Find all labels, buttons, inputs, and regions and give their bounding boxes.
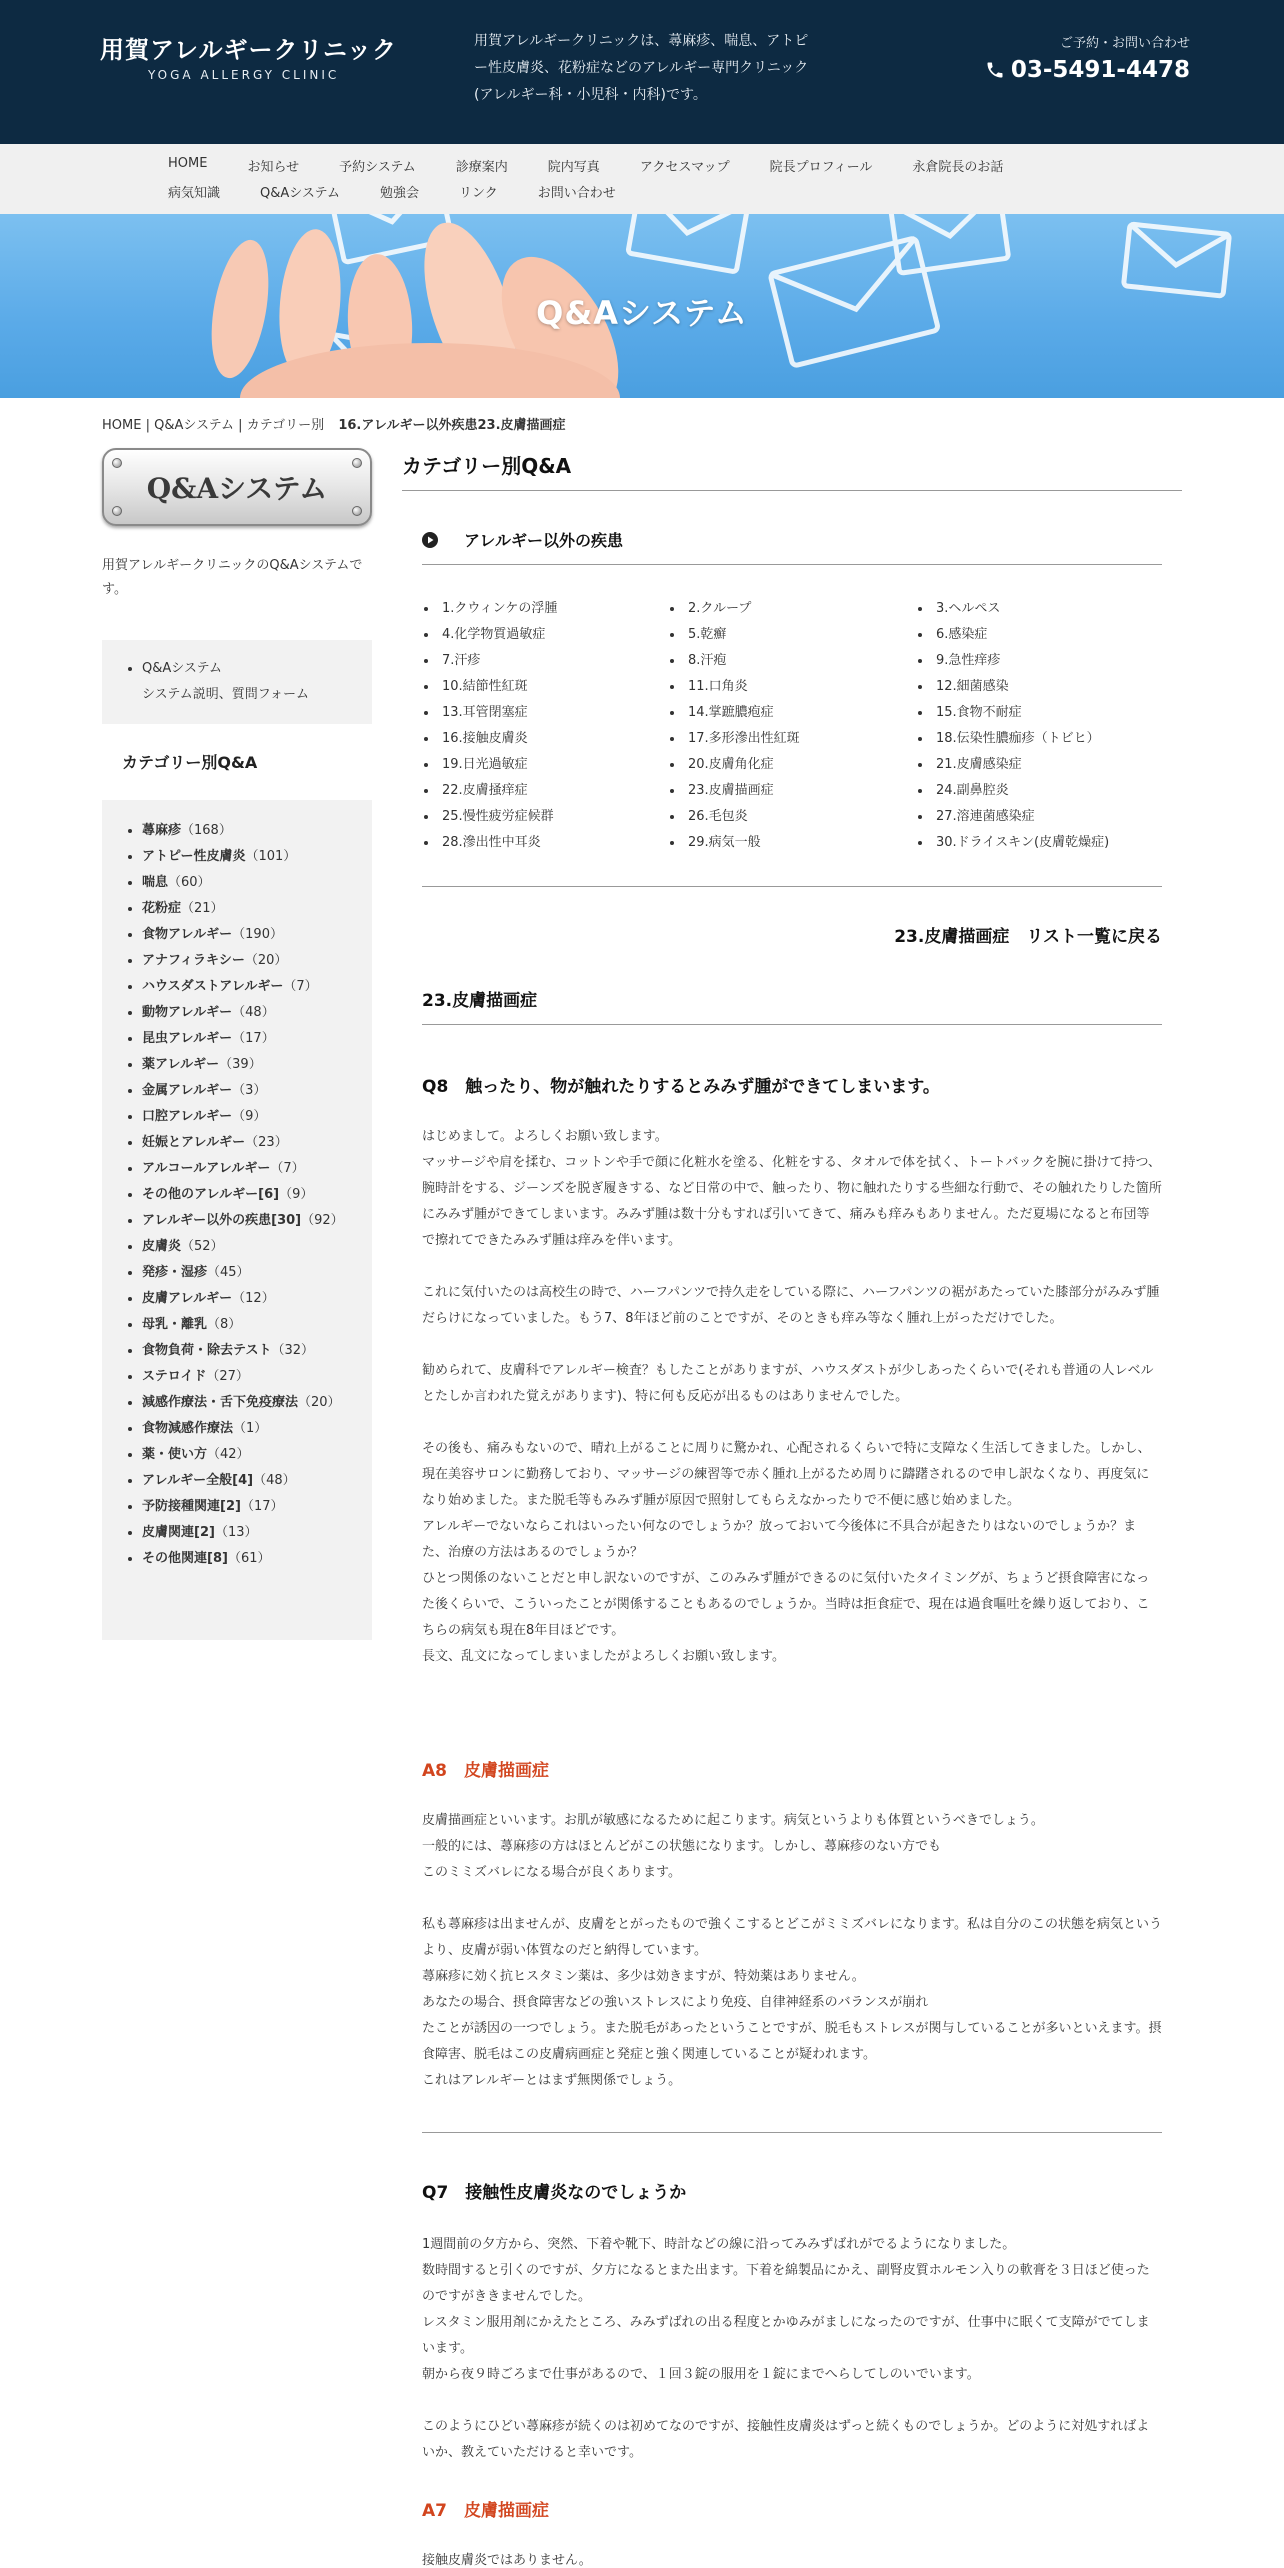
subcategory-link[interactable]: • 20.皮膚角化症 bbox=[668, 752, 916, 778]
hero-title: Q&Aシステム bbox=[536, 294, 748, 332]
category-name: 蕁麻疹 bbox=[142, 823, 182, 838]
category-name: 口腔アレルギー bbox=[142, 1109, 233, 1124]
subcategory-list bbox=[422, 596, 1162, 856]
category-count: （190） bbox=[232, 927, 283, 942]
subcategory-link[interactable]: • 10.結節性紅斑 bbox=[422, 674, 668, 700]
answer-text: 蕁麻疹に効く抗ヒスタミン薬は、多少は効きますが、特効薬はありません。 bbox=[422, 1969, 865, 1984]
section-heading bbox=[422, 528, 623, 551]
sidebar-category-item[interactable] bbox=[142, 818, 358, 844]
answer-text: 接触皮膚炎ではありません。 bbox=[422, 2553, 592, 2568]
subcategory-link[interactable]: • 29.病気一般 bbox=[668, 830, 916, 856]
category-name: アルコールアレルギー bbox=[142, 1161, 271, 1176]
nav-disease-knowledge[interactable]: 病気知識 bbox=[168, 186, 221, 201]
envelope-icon bbox=[1124, 224, 1230, 296]
nav-study-group[interactable]: 勉強会 bbox=[379, 186, 419, 201]
subcategory-link[interactable]: • 27.溶連菌感染症 bbox=[916, 804, 1162, 830]
answer-text: このミミズバレになる場合が良くあります。 bbox=[422, 1865, 681, 1880]
category-name: 昆虫アレルギー bbox=[142, 1031, 233, 1046]
breadcrumb-path[interactable]: HOME | Q&Aシステム | カテゴリー別 bbox=[102, 418, 325, 433]
category-name: 皮膚関連[2] bbox=[142, 1525, 215, 1540]
sidebar-category-item[interactable] bbox=[142, 1468, 358, 1494]
sidebar-category-item[interactable] bbox=[142, 1338, 358, 1364]
nav-director-talk[interactable]: 永倉院長のお話 bbox=[912, 160, 1004, 175]
subcategory-link[interactable]: • 26.毛包炎 bbox=[668, 804, 916, 830]
subcategory-link[interactable]: • 6.感染症 bbox=[916, 622, 1162, 648]
subcategory-link[interactable]: • 3.ヘルペス bbox=[916, 596, 1162, 622]
category-count: （9） bbox=[279, 1187, 314, 1202]
sidebar-category-item[interactable] bbox=[142, 1286, 358, 1312]
sidebar-category-item[interactable] bbox=[142, 1026, 358, 1052]
subcategory-link[interactable]: • 1.クウィンケの浮腫 bbox=[422, 596, 668, 622]
subcategory-link[interactable]: • 15.食物不耐症 bbox=[916, 700, 1162, 726]
question-text: マッサージや肩を揉む、コットンや手で顔に化粧水を塗る、化粧をする、タオルで体を拭く、トートバックを腕に掛けて持つ、腕時計をする、ジーンズを脱ぎ履きする、など日常の中で、触ったり、物に触れたりする些細な行動で、その触れたりした箇所にみみず腫ができてしまいます。みみず腫は数十分もすれば引いてきて、痛みも痒みもありません。ただ夏場になると布団等で擦れてできたみみず腫は痒みを伴います。 bbox=[422, 1155, 1162, 1248]
sidebar-category-item[interactable] bbox=[142, 1104, 358, 1130]
sidebar-category-item[interactable] bbox=[142, 1260, 358, 1286]
category-count: （42） bbox=[207, 1447, 250, 1462]
category-count: （3） bbox=[232, 1083, 267, 1098]
main-nav bbox=[0, 144, 1284, 214]
breadcrumb bbox=[102, 414, 566, 433]
category-name: その他関連[8] bbox=[142, 1551, 228, 1566]
nav-access-map[interactable]: アクセスマップ bbox=[639, 160, 730, 175]
divider bbox=[422, 2132, 1162, 2133]
subcategory-link[interactable]: • 28.滲出性中耳炎 bbox=[422, 830, 668, 856]
hero-banner bbox=[0, 214, 1284, 398]
subcategory-link[interactable]: • 4.化学物質過敏症 bbox=[422, 622, 668, 648]
sidebar-category-item[interactable] bbox=[142, 1000, 358, 1026]
subcategory-link[interactable]: • 12.細菌感染 bbox=[916, 674, 1162, 700]
answer-text: 一般的には、蕁麻疹の方はほとんどがこの状態になります。しかし、蕁麻疹のない方でも bbox=[422, 1839, 941, 1854]
sidebar-category-item[interactable] bbox=[142, 1364, 358, 1390]
category-name: 薬・使い方 bbox=[142, 1447, 208, 1462]
category-name: ハウスダストアレルギー bbox=[142, 979, 284, 994]
sidebar-category-title: カテゴリー別Q&A bbox=[122, 753, 258, 772]
category-count: （21） bbox=[181, 901, 224, 916]
category-count: （48） bbox=[253, 1473, 296, 1488]
category-count: （27） bbox=[206, 1369, 249, 1384]
subcategory-link[interactable]: • 24.副鼻腔炎 bbox=[916, 778, 1162, 804]
answer-title: A8 皮膚描画症 bbox=[422, 1761, 549, 1781]
category-count: （39） bbox=[219, 1057, 262, 1072]
category-name: 皮膚アレルギー bbox=[142, 1291, 233, 1306]
header-description: 用賀アレルギークリニックは、蕁麻疹、喘息、アトピー性皮膚炎、花粉症などのアレルギー専門クリニック(アレルギー科・小児科・内科)です。 bbox=[474, 33, 809, 103]
category-name: その他のアレルギー[6] bbox=[142, 1187, 280, 1202]
category-name: 金属アレルギー bbox=[142, 1083, 233, 1098]
question-text: 数時間すると引くのですが、夕方になるとまた出ます。下着を綿製品にかえ、副腎皮質ホルモン入りの軟膏を３日ほど使ったのですがききませんでした。 bbox=[422, 2263, 1150, 2304]
nav-clinic-photos[interactable]: 院内写真 bbox=[547, 160, 600, 175]
category-count: （61） bbox=[227, 1551, 271, 1566]
sidebar-qa-box bbox=[102, 640, 372, 724]
qa-system-banner[interactable] bbox=[102, 448, 372, 526]
question-body bbox=[422, 1124, 1162, 1670]
category-name: アレルギー以外の疾患[30] bbox=[142, 1213, 302, 1228]
screw-icon bbox=[112, 506, 122, 516]
screw-icon bbox=[352, 506, 362, 516]
category-name: 皮膚炎 bbox=[142, 1239, 182, 1254]
subcategory-link[interactable]: • 16.接触皮膚炎 bbox=[422, 726, 668, 752]
divider bbox=[422, 564, 1162, 565]
sidebar-category-item[interactable] bbox=[142, 922, 358, 948]
subcategory-link[interactable]: • 17.多形滲出性紅斑 bbox=[668, 726, 916, 752]
category-name: 妊娠とアレルギー bbox=[142, 1135, 246, 1150]
sidebar-category-item[interactable] bbox=[142, 1208, 358, 1234]
sidebar-qa-link-label: Q&Aシステム bbox=[142, 661, 222, 676]
sidebar-category-item[interactable] bbox=[142, 1312, 358, 1338]
nav-news[interactable]: お知らせ bbox=[247, 160, 300, 175]
category-count: （32） bbox=[271, 1343, 315, 1358]
contact-label: ご予約・お問い合わせ bbox=[1059, 36, 1190, 51]
sidebar-category-item[interactable] bbox=[142, 844, 358, 870]
subcategory-link[interactable]: • 11.口角炎 bbox=[668, 674, 916, 700]
sidebar-category-item[interactable] bbox=[142, 974, 358, 1000]
screw-icon bbox=[352, 458, 362, 468]
sidebar-category-item[interactable] bbox=[142, 1520, 358, 1546]
current-category-title: 23.皮膚描画症 bbox=[422, 991, 538, 1011]
question-text: 勧められて、皮膚科でアレルギー検査？もしたことがありますが、ハウスダストが少しあったくらいで(それも普通の人レベルとたしか言われた覚えがあります)、特に何も反応が出るものはありませんでした。 bbox=[422, 1363, 1154, 1404]
answer-text: たことが誘因の一つでしょう。また脱毛があったということですが、脱毛もストレスが関与していることが多いといえます。摂食障害、脱毛はこの皮膚病画症と発症と強く関連していることが疑われます。 bbox=[422, 2021, 1162, 2062]
answer-body bbox=[422, 2548, 1162, 2568]
answer-text: あなたの場合、摂食障害などの強いストレスにより免疫、自律神経系のバランスが崩れ bbox=[422, 1995, 929, 2010]
category-name: 予防接種関連[2] bbox=[142, 1499, 241, 1514]
sidebar-category-item[interactable] bbox=[142, 1442, 358, 1468]
logo-japanese: 用賀アレルギークリニック bbox=[100, 36, 397, 64]
category-name: 薬アレルギー bbox=[142, 1057, 220, 1072]
category-name: 母乳・離乳 bbox=[142, 1317, 208, 1332]
nav-qa-system[interactable]: Q&Aシステム bbox=[260, 186, 340, 201]
sidebar-category-list bbox=[102, 800, 372, 1640]
sidebar-category-item[interactable] bbox=[142, 948, 358, 974]
sidebar-category-item[interactable] bbox=[142, 1182, 358, 1208]
category-count: （48） bbox=[232, 1005, 275, 1020]
sidebar-description: 用賀アレルギークリニックのQ&Aシステムです。 bbox=[102, 558, 363, 597]
category-count: （92） bbox=[301, 1213, 344, 1228]
category-count: （8） bbox=[207, 1317, 242, 1332]
category-count: （7） bbox=[270, 1161, 305, 1176]
sidebar-category-item[interactable] bbox=[142, 1546, 358, 1572]
question-text: 朝から夜９時ごろまで仕事があるので、１回３錠の服用を１錠にまでへらしてしのいでいます。 bbox=[422, 2367, 980, 2382]
sidebar-category-item[interactable] bbox=[142, 1130, 358, 1156]
nav-medical-info[interactable]: 診療案内 bbox=[455, 160, 508, 175]
question-text: ひとつ関係のないことだと申し訳ないのですが、このみみず腫ができるのに気付いたタイミングが、ちょうど摂食障害になった後くらいで、こういったことが関係することもあるのでしょうか。当時は拒食症で、現在は過食嘔吐を繰り返しており、こちらの病気も現在8年目ほどです。 bbox=[422, 1571, 1150, 1638]
question-text: このようにひどい蕁麻疹が続くのは初めてなのですが、接触性皮膚炎はずっと続くものでしょうか。どのように対処すればよいか、教えていただけると幸いです。 bbox=[422, 2419, 1150, 2460]
sidebar-category-item[interactable] bbox=[142, 1416, 358, 1442]
answer-text: 私も蕁麻疹は出ませんが、皮膚をとがったもので強くこするとどこがミミズバレになります。私は自分のこの状態を病気というより、皮膚が弱い体質なのだと納得しています。 bbox=[422, 1917, 1162, 1958]
category-count: （17） bbox=[240, 1499, 284, 1514]
back-to-list-link[interactable]: 23.皮膚描画症 リスト一覧に戻る bbox=[894, 927, 1162, 947]
category-count: （23） bbox=[245, 1135, 288, 1150]
sidebar-category-item[interactable] bbox=[142, 1390, 358, 1416]
category-count: （45） bbox=[207, 1265, 250, 1280]
category-count: （17） bbox=[232, 1031, 275, 1046]
subcategory-link[interactable]: • 19.日光過敏症 bbox=[422, 752, 668, 778]
question-text: はじめまして。よろしくお願い致します。 bbox=[422, 1129, 668, 1144]
category-name: 発疹・湿疹 bbox=[142, 1265, 208, 1280]
section-title: アレルギー以外の疾患 bbox=[464, 531, 623, 550]
site-header bbox=[0, 0, 1284, 144]
answer-title: A7 皮膚描画症 bbox=[422, 2501, 549, 2521]
sidebar-qa-link-sub: システム説明、質問フォーム bbox=[142, 687, 310, 702]
nav-links[interactable]: リンク bbox=[459, 186, 498, 201]
subcategory-link[interactable]: • 5.乾癬 bbox=[668, 622, 916, 648]
subcategory-link[interactable]: • 30.ドライスキン(皮膚乾燥症) bbox=[916, 830, 1162, 856]
nav-contact[interactable]: お問い合わせ bbox=[537, 186, 616, 201]
category-count: （13） bbox=[214, 1525, 258, 1540]
circle-arrow-icon bbox=[422, 532, 438, 548]
category-name: 食物減感作療法 bbox=[142, 1421, 234, 1436]
envelope-icon bbox=[628, 214, 748, 272]
nav-reservation[interactable]: 予約システム bbox=[339, 160, 416, 175]
category-count: （9） bbox=[232, 1109, 267, 1124]
question-text: その後も、痛みもないので、晴れ上がることに周りに驚かれ、心配されるくらいで特に支障なく生活してきました。しかし、現在美容サロンに勤務しており、マッサージの練習等で赤く腫れ上がるため周りに躊躇されるので申し訳なくなり、再度気になり始めました。また脱毛等もみみず腫が原因で照射してもらえなかったりで不便に感じ始めました。 bbox=[422, 1441, 1151, 1508]
category-name: アトピー性皮膚炎 bbox=[142, 849, 246, 864]
breadcrumb-current: 16.アレルギー以外疾患23.皮膚描画症 bbox=[338, 418, 566, 433]
category-count: （20） bbox=[298, 1395, 341, 1410]
subcategory-link[interactable]: • 22.皮膚掻痒症 bbox=[422, 778, 668, 804]
category-name: 喘息 bbox=[142, 875, 169, 890]
subcategory-link[interactable]: • 14.掌蹠膿疱症 bbox=[668, 700, 916, 726]
subcategory-link[interactable]: • 13.耳管閉塞症 bbox=[422, 700, 668, 726]
divider bbox=[422, 1024, 1162, 1025]
sidebar-category-item[interactable] bbox=[142, 1156, 358, 1182]
subcategory-link[interactable]: • 21.皮膚感染症 bbox=[916, 752, 1162, 778]
phone-number: 03-5491-4478 bbox=[1010, 57, 1190, 83]
category-count: （12） bbox=[232, 1291, 275, 1306]
question-title: Q8 触ったり、物が触れたりするとみみず腫ができてしまいます。 bbox=[422, 1077, 940, 1097]
sidebar-category-item[interactable] bbox=[142, 1078, 358, 1104]
question-text: レスタミン服用剤にかえたところ、みみずばれの出る程度とかゆみがましになったのですが、仕事中に眠くて支障がでてしまいます。 bbox=[422, 2315, 1150, 2356]
answer-body bbox=[422, 1808, 1162, 2094]
sidebar-qa-link[interactable] bbox=[142, 656, 354, 708]
question-text: 長文、乱文になってしまいましたがよろしくお願い致します。 bbox=[422, 1649, 785, 1664]
category-count: （7） bbox=[283, 979, 318, 994]
sidebar-category-item[interactable] bbox=[142, 1234, 358, 1260]
subcategory-link[interactable]: • 25.慢性疲労症候群 bbox=[422, 804, 668, 830]
contact-phone[interactable] bbox=[985, 57, 1190, 83]
category-name: アナフィラキシー bbox=[142, 953, 245, 968]
category-count: （101） bbox=[245, 849, 297, 864]
nav-home[interactable]: HOME bbox=[168, 156, 208, 171]
screw-icon bbox=[112, 458, 122, 468]
qa-banner-label: Q&Aシステム bbox=[146, 472, 328, 505]
page-title: カテゴリー別Q&A bbox=[402, 454, 572, 478]
category-count: （60） bbox=[168, 875, 211, 890]
logo-english: YOGA ALLERGY CLINIC bbox=[148, 68, 340, 82]
question-text: アレルギーでないならこれはいったい何なのでしょうか？放っておいて今後体に不具合が起きたりはないのでしょうか？また、治療の方法はあるのでしょうか？ bbox=[422, 1519, 1137, 1560]
question-text: これに気付いたのは高校生の時で、ハーフパンツで持久走をしている際に、ハーフパンツの裾があたっていた膝部分がみみず腫だらけになっていました。もう7、8年ほど前のことですが、そのときも痒み等なく腫れ上がっただけでした。 bbox=[422, 1285, 1160, 1326]
nav-director-profile[interactable]: 院長プロフィール bbox=[769, 160, 873, 175]
question-body bbox=[422, 2232, 1162, 2466]
sidebar-category-item[interactable] bbox=[142, 870, 358, 896]
category-name: ステロイド bbox=[142, 1369, 207, 1384]
sidebar-category-item[interactable] bbox=[142, 1052, 358, 1078]
site-logo[interactable] bbox=[100, 30, 397, 82]
subcategory-link[interactable]: • 2.クループ bbox=[668, 596, 916, 622]
question-text: 1週間前の夕方から、突然、下着や靴下、時計などの線に沿ってみみずばれがでるようになりました。 bbox=[422, 2237, 1016, 2252]
category-name: 動物アレルギー bbox=[142, 1005, 233, 1020]
subcategory-link[interactable]: • 8.汗疱 bbox=[668, 648, 916, 674]
subcategory-link[interactable]: • 9.急性痒疹 bbox=[916, 648, 1162, 674]
divider bbox=[402, 490, 1182, 491]
category-name: 花粉症 bbox=[142, 901, 182, 916]
subcategory-link[interactable]: • 23.皮膚描画症 bbox=[668, 778, 916, 804]
nav-row-2 bbox=[168, 182, 656, 201]
sidebar-category-item[interactable] bbox=[142, 896, 358, 922]
phone-icon bbox=[985, 60, 1005, 80]
category-name: 減感作療法・舌下免疫療法 bbox=[142, 1395, 299, 1410]
nav-row-1 bbox=[168, 156, 1043, 175]
divider bbox=[422, 886, 1162, 887]
category-name: 食物アレルギー bbox=[142, 927, 233, 942]
question-title: Q7 接触性皮膚炎なのでしょうか bbox=[422, 2183, 687, 2203]
answer-text: 皮膚描画症といいます。お肌が敏感になるために起こります。病気というよりも体質というべきでしょう。 bbox=[422, 1813, 1044, 1828]
header-contact bbox=[985, 32, 1190, 83]
category-name: 食物負荷・除去テスト bbox=[142, 1343, 272, 1358]
answer-text: これはアレルギーとはまず無関係でしょう。 bbox=[422, 2073, 682, 2088]
subcategory-link[interactable]: • 7.汗疹 bbox=[422, 648, 668, 674]
category-count: （168） bbox=[181, 823, 232, 838]
category-count: （52） bbox=[181, 1239, 224, 1254]
sidebar-category-item[interactable] bbox=[142, 1494, 358, 1520]
category-count: （1） bbox=[233, 1421, 268, 1436]
subcategory-link[interactable]: • 18.伝染性膿痂疹（トビヒ） bbox=[916, 726, 1162, 752]
category-count: （20） bbox=[244, 953, 288, 968]
category-name: アレルギー全般[4] bbox=[142, 1473, 254, 1488]
